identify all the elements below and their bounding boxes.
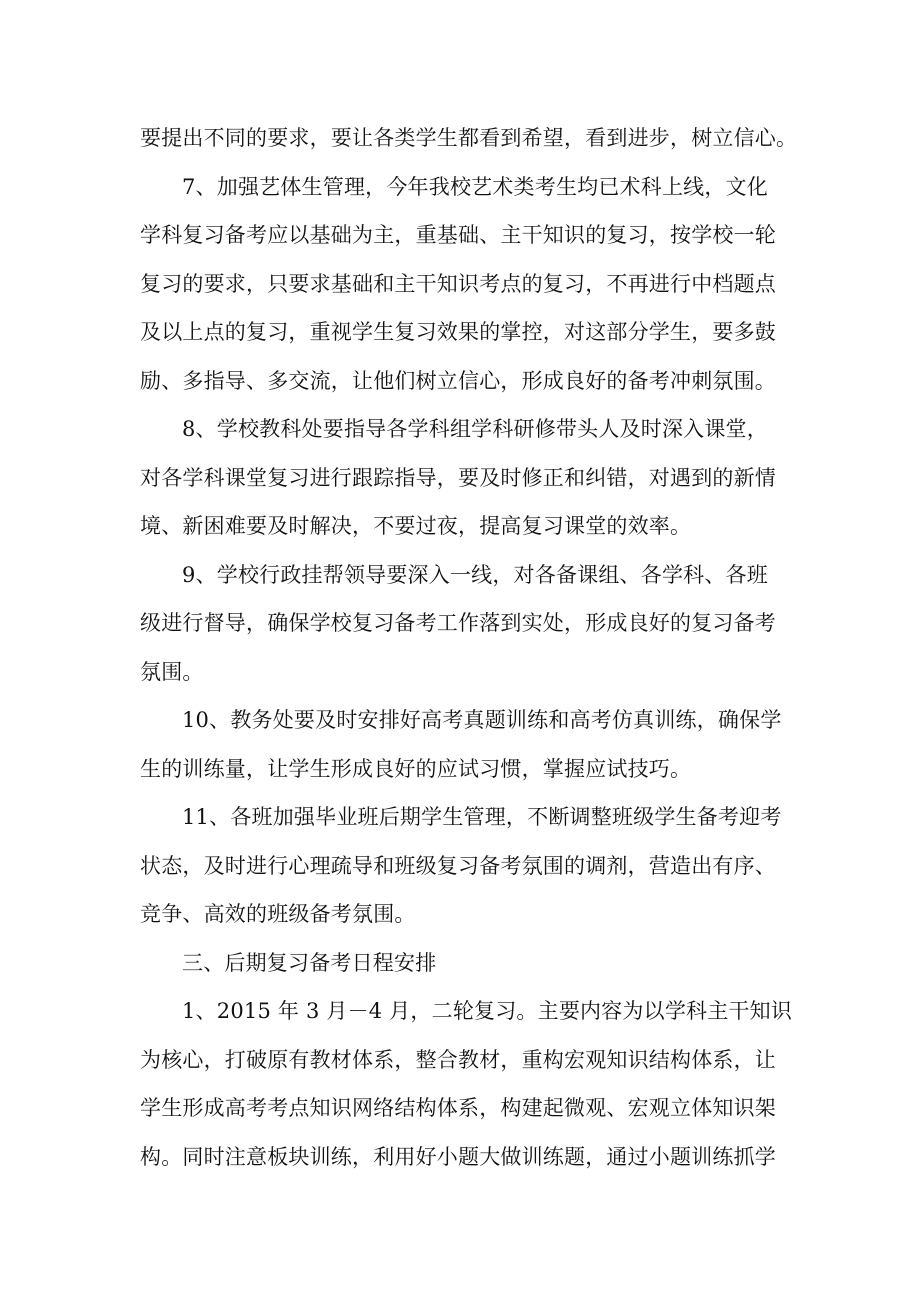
text-line: 生的训练量，让学生形成良好的应试习惯，掌握应试技巧。 [140, 756, 692, 781]
text-line: 11、各班加强毕业班后期学生管理，不断调整班级学生备考迎考 [182, 805, 782, 829]
text-line: 10、教务处要及时安排好高考真题训练和高考仿真训练，确保学 [182, 708, 782, 732]
text-line: 氛围。 [140, 659, 204, 684]
text-line: 竞争、高效的班级备考氛围。 [140, 902, 416, 926]
text-line: 学科复习备考应以基础为主，重基础、主干知识的复习，按学校一轮 [140, 223, 776, 247]
text-line: 7、加强艺体生管理，今年我校艺术类考生均已术科上线，文化 [182, 174, 768, 199]
text-line: 境、新困难要及时解决，不要过夜，提高复习课堂的效率。 [140, 514, 692, 538]
document-body [140, 114, 800, 1181]
text-line: 励、多指导、多交流，让他们树立信心，形成良好的备考冲刺氛围。 [140, 368, 776, 393]
text-line: 对各学科课堂复习进行跟踪指导，要及时修正和纠错，对遇到的新情 [140, 465, 776, 490]
text-line: 级进行督导，确保学校复习备考工作落到实处，形成良好的复习备考 [140, 611, 776, 635]
text-line: 学生形成高考考点知识网络结构体系，构建起微观、宏观立体知识架 [140, 1096, 776, 1120]
text-line: 要提出不同的要求，要让各类学生都看到希望，看到进步，树立信心。 [140, 126, 798, 150]
text-line: 状态，及时进行心理疏导和班级复习备考氛围的调剂，营造出有序、 [140, 853, 776, 878]
text-line: 复习的要求，只要求基础和主干知识考点的复习，不再进行中档题点 [140, 271, 776, 296]
text-line: 9、学校行政挂帮领导要深入一线，对各备课组、各学科、各班 [182, 562, 768, 587]
text-line: 及以上点的复习，重视学生复习效果的掌控，对这部分学生，要多鼓 [140, 320, 776, 344]
text-line: 1、2015 年 3 月－4 月，二轮复习。主要内容为以学科主干知识 [182, 999, 793, 1023]
text-line: 构。同时注意板块训练，利用好小题大做训练题，通过小题训练抓学 [140, 1144, 776, 1169]
text-line: 三、后期复习备考日程安排 [182, 950, 437, 975]
text-line: 为核心，打破原有教材体系，整合教材，重构宏观知识结构体系，让 [140, 1047, 776, 1072]
text-line: 8、学校教科处要指导各学科组学科研修带头人及时深入课堂， [182, 417, 768, 441]
